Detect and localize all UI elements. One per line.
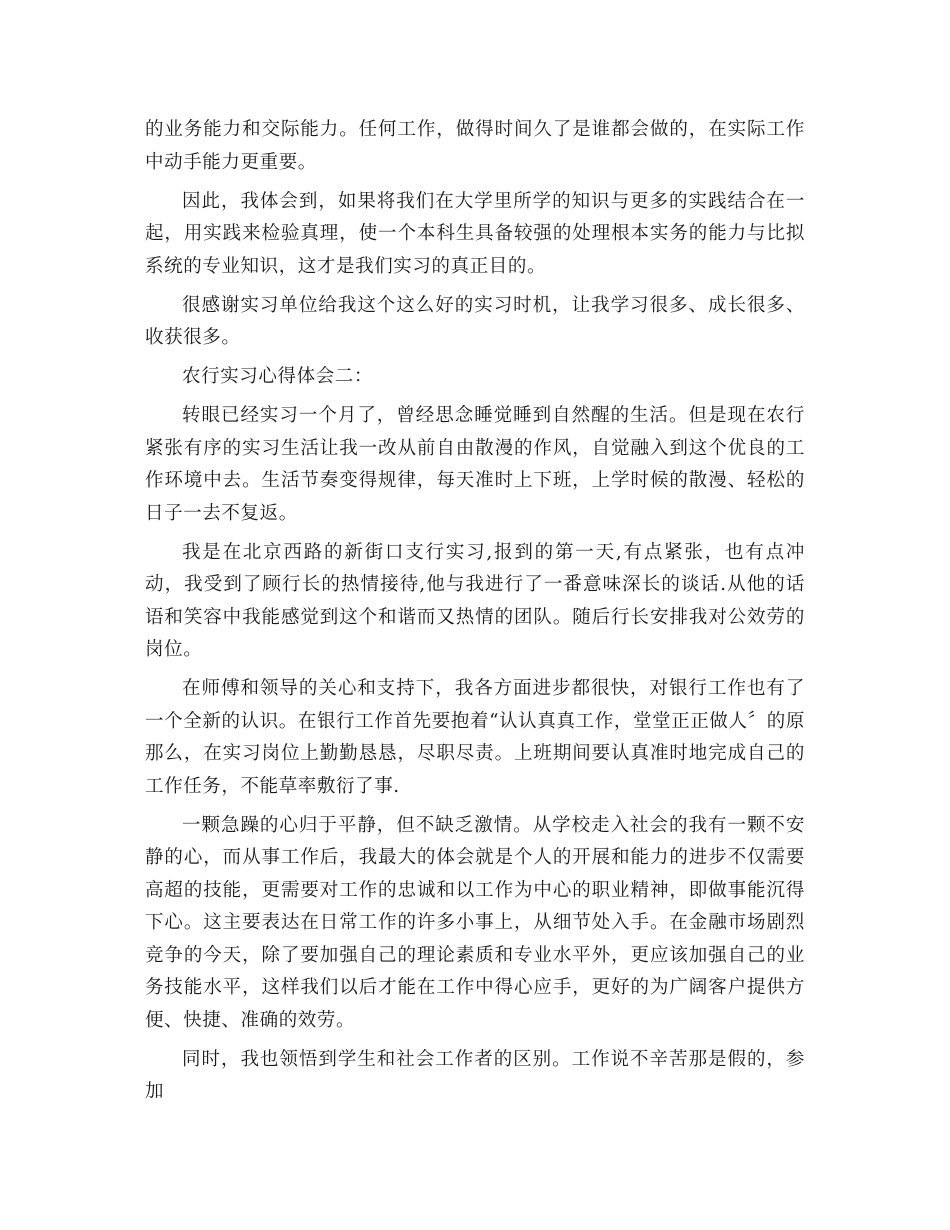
- paragraph-2: 因此，我体会到，如果将我们在大学里所学的知识与更多的实践结合在一起，用实践来检验真理，使一个本科生具备较强的处理根本实务的能力与比拟系统的专业知识，这才是我们实习的真正目的。: [145, 190, 805, 277]
- section-heading: 农行实习心得体会二：: [182, 366, 374, 387]
- document-body: [145, 114, 805, 1115]
- paragraph-1: 的业务能力和交际能力。任何工作，做得时间久了是谁都会做的，在实际工作中动手能力更重要。: [145, 119, 805, 173]
- paragraph-3: 很感谢实习单位给我这个这么好的实习时机，让我学习很多、成长很多、收获很多。: [145, 294, 805, 348]
- paragraph-7: 在师傅和领导的关心和支持下，我各方面进步都很快，对银行工作也有了一个全新的认识。在银行工作首先要抱着“认认真真工作，堂堂正正做人〞的原那么，在实习岗位上勤勤恳恳，尽职尽责。上班期间要认真准时地完成自己的工作任务，不能草率敷衍了事.: [145, 678, 805, 797]
- paragraph-5: 转眼已经实习一个月了，曾经思念睡觉睡到自然醒的生活。但是现在农行紧张有序的实习生活让我一改从前自由散漫的作风，自觉融入到这个优良的工作环境中去。生活节奏变得规律，每天准时上下班，上学时候的散漫、轻松的日子一去不复返。: [145, 405, 805, 524]
- paragraph-9: 同时，我也领悟到学生和社会工作者的区别。工作说不辛苦那是假的，参加: [145, 1048, 805, 1102]
- paragraph-6: 我是在北京西路的新街口支行实习,报到的第一天,有点紧张，也有点冲动，我受到了顾行长的热情接待,他与我进行了一番意味深长的谈话.从他的话语和笑容中我能感觉到这个和谐而又热情的团队。随后行长安排我对公效劳的岗位。: [145, 541, 805, 660]
- paragraph-8: 一颗急躁的心归于平静，但不缺乏激情。从学校走入社会的我有一颗不安静的心，而从事工作后，我最大的体会就是个人的开展和能力的进步不仅需要高超的技能，更需要对工作的忠诚和以工作为中心的职业精神，即做事能沉得下心。这主要表达在日常工作的许多小事上，从细节处入手。在金融市场剧烈竞争的今天，除了要加强自己的理论素质和专业水平外，更应该加强自己的业务技能水平，这样我们以后才能在工作中得心应手，更好的为广阔客户提供方便、快捷、准确的效劳。: [145, 814, 805, 1031]
